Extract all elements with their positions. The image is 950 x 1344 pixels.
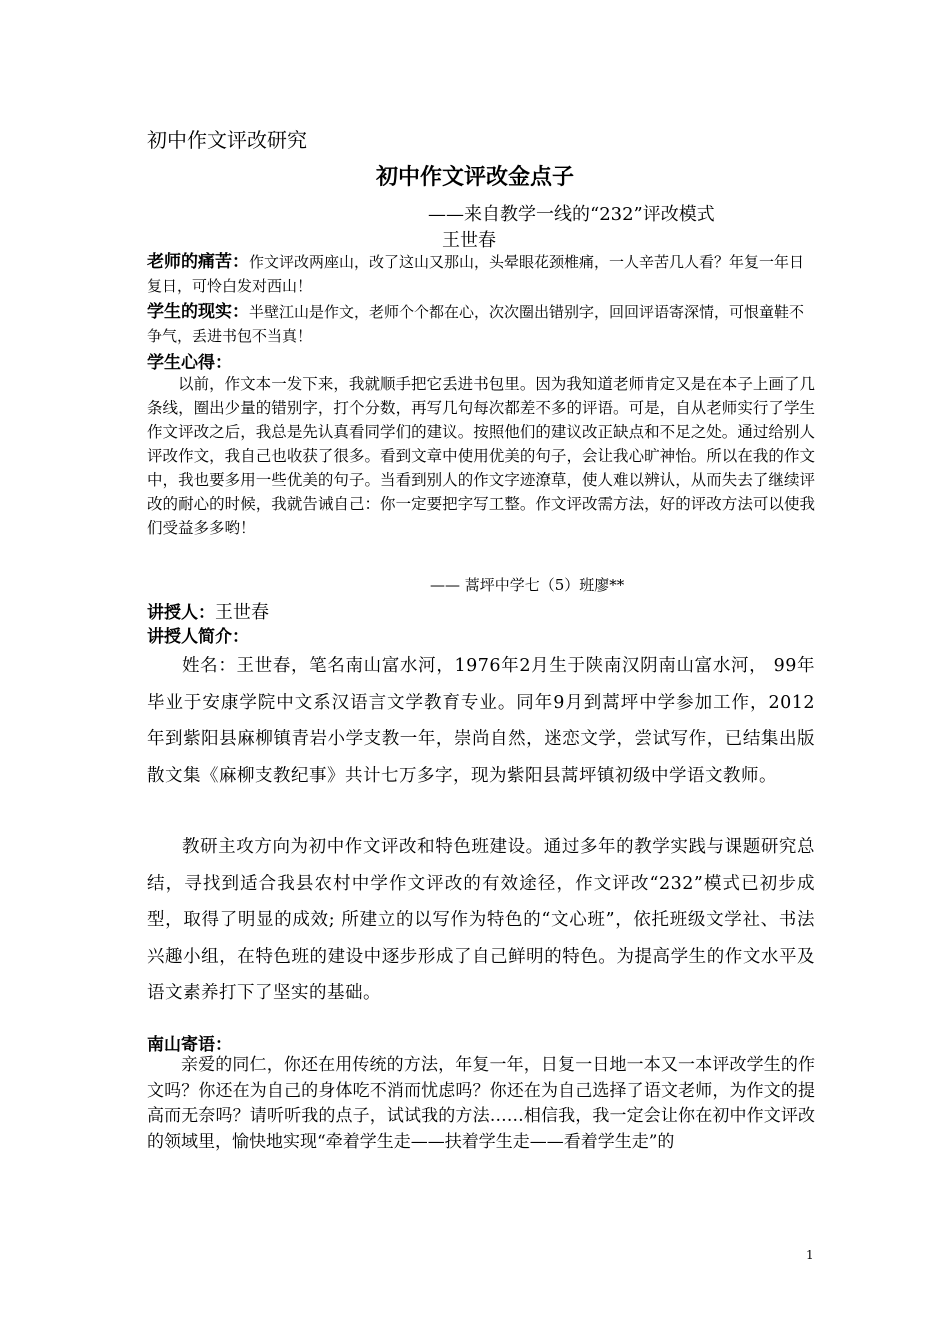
lecturer-intro-heading: 讲授人简介： — [147, 627, 249, 647]
teacher-pain-text: 作文评改两座山，改了这山又那山，头晕眼花颈椎痛，一人辛苦几人看？年复一年日复日，可怜白发对西山！ — [147, 253, 805, 295]
student-insight-signature: —— 蒿坪中学七（5）班廖** — [430, 576, 625, 594]
document-title: 初中作文评改金点子 — [375, 164, 574, 190]
lecturer-intro-paragraph-2: 教研主攻方向为初中作文评改和特色班建设。通过多年的教学实践与课题研究总结，寻找到适合我县农村中学作文评改的有效途径，作文评改“232”模式已初步成型，取得了明显的成效; 所建立的以写作为特色的“文心班”，依托班级文学社、书法兴趣小组，在特色班的建设中逐步形成了自己鲜明的特色。为提高学生的作文水平及语文素养打下了坚实的基础。 — [147, 837, 815, 1003]
lecturer-intro-paragraph-1: 姓名：王世春，笔名南山富水河，1976年2月生于陕南汉阴南山富水河， 99年毕业于安康学院中文系汉语言文学教育专业。同年9月到蒿坪中学参加工作，2012年到紫阳县麻柳镇青岩小学支教一年，崇尚自然，迷恋文学，尝试写作，已结集出版散文集《麻柳支教纪事》共计七万多字，现为紫阳县蒿坪镇初级中学语文教师。 — [147, 656, 815, 786]
lecturer-name: 王世春 — [215, 602, 269, 623]
student-insight-heading: 学生心得： — [147, 353, 232, 373]
student-reality-label: 学生的现实： — [147, 302, 249, 322]
student-reality-section — [147, 300, 815, 348]
page-number: 1 — [806, 1248, 814, 1262]
document-subtitle: ——来自教学一线的“232”评改模式 — [428, 204, 715, 225]
message-heading: 南山寄语： — [147, 1035, 232, 1055]
message-paragraph: 亲爱的同仁，你还在用传统的方法，年复一年，日复一日地一本又一本评改学生的作文吗？你还在为自己的身体吃不消而忧虑吗？你还在为自己选择了语文老师，为作文的提高而无奈吗？请听听我的点子，试试我的方法……相信我，我一定会让你在初中作文评改的领域里，愉快地实现“牵着学生走——扶着学生走——看着学生走”的 — [147, 1055, 815, 1152]
student-reality-text: 半壁江山是作文，老师个个都在心，次次圈出错别字，回回评语寄深情，可恨童鞋不争气，丢进书包不当真！ — [147, 303, 805, 345]
lecturer-line — [147, 598, 269, 624]
lecturer-label: 讲授人： — [147, 603, 215, 623]
teacher-pain-section — [147, 250, 815, 298]
document-author: 王世春 — [442, 230, 496, 251]
student-insight-paragraph: 以前，作文本一发下来，我就顺手把它丢进书包里。因为我知道老师肯定又是在本子上画了几条线，圈出少量的错别字，打个分数，再写几句每次都差不多的评语。可是，自从老师实行了学生作文评改之后，我总是先认真看同学们的建议。按照他们的建议改正缺点和不足之处。通过给别人评改作文，我自己也收获了很多。看到文章中使用优美的句子，会让我心旷神怡。所以在我的作文中，我也要多用一些优美的句子。当看到别人的作文字迹潦草，使人难以辨认，从而失去了继续评改的耐心的时候，我就告诫自己：你一定要把字写工整。作文评改需方法，好的评改方法可以使我们受益多多哟！ — [147, 375, 815, 537]
teacher-pain-label: 老师的痛苦： — [147, 252, 249, 272]
document-header: 初中作文评改研究 — [147, 128, 307, 152]
